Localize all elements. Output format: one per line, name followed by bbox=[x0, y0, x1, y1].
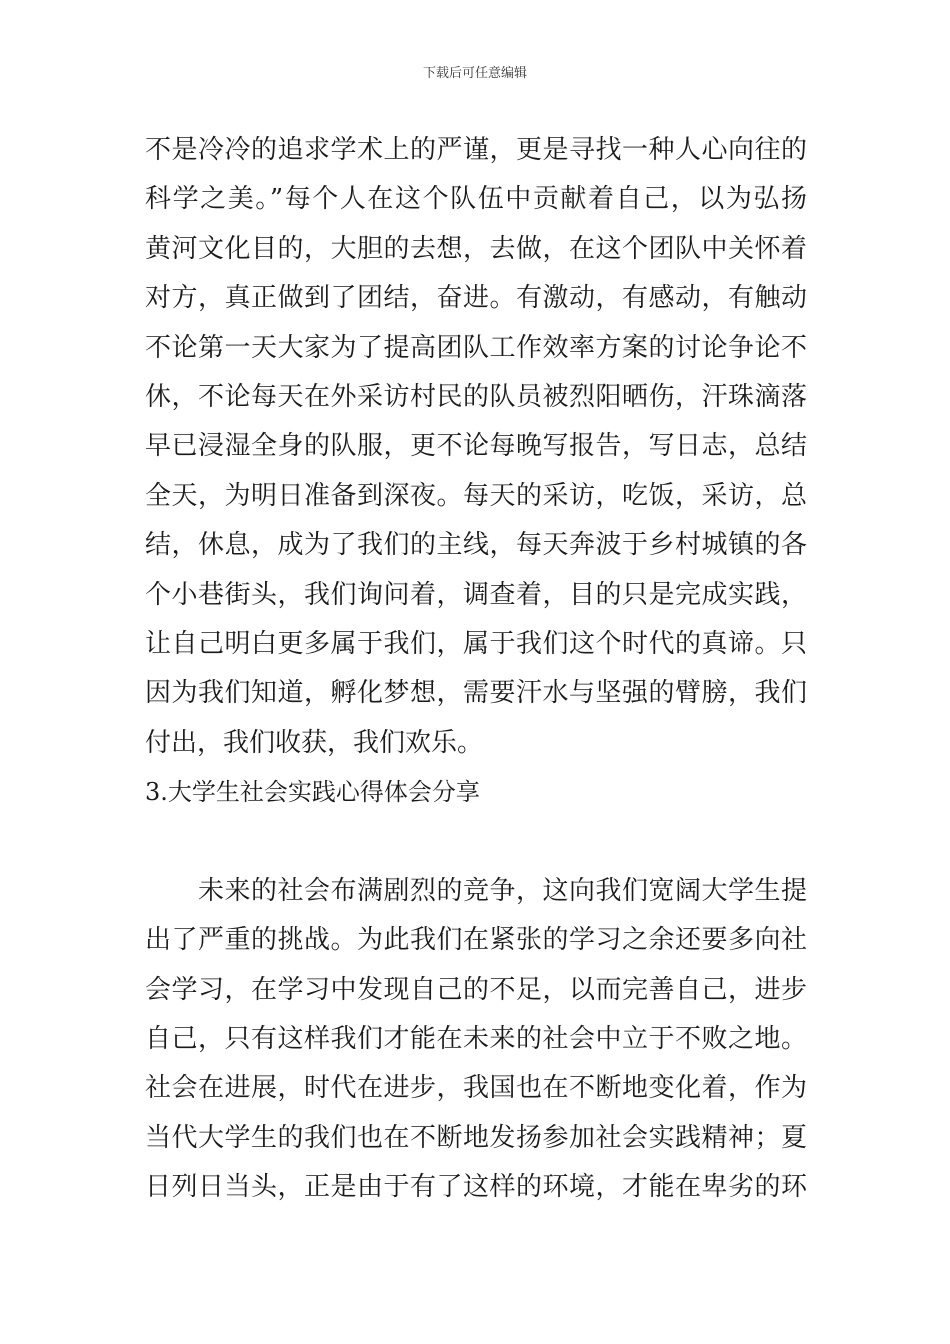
text-line: 休，不论每天在外采访村民的队员被烈阳晒伤，汗珠滴落 bbox=[145, 381, 807, 412]
text-line: 对方，真正做到了团结，奋进。有激动，有感动，有触动 bbox=[145, 283, 807, 314]
text-line: 当代大学生的我们也在不断地发扬参加社会实践精神；夏 bbox=[145, 1122, 807, 1153]
text-line: 不论第一天大家为了提高团队工作效率方案的讨论争论不 bbox=[145, 332, 807, 363]
text-line: 早已浸湿全身的队服，更不论每晚写报告，写日志，总结 bbox=[145, 431, 807, 462]
text-line: 科学之美。”每个人在这个队伍中贡献着自己，以为弘扬 bbox=[145, 184, 807, 215]
text-line: 自己，只有这样我们才能在未来的社会中立于不败之地。 bbox=[145, 1024, 807, 1055]
text-line: 出了严重的挑战。为此我们在紧张的学习之余还要多向社 bbox=[145, 925, 807, 956]
text-line: 付出，我们收获，我们欢乐。 bbox=[145, 727, 484, 758]
text-line: 会学习，在学习中发现自己的不足，以而完善自己，进步 bbox=[145, 974, 807, 1005]
text-line: 个小巷街头，我们询问着，调查着，目的只是完成实践， bbox=[145, 579, 807, 610]
blank-line bbox=[145, 817, 807, 866]
text-line: 让自己明白更多属于我们，属于我们这个时代的真谛。只 bbox=[145, 628, 807, 659]
text-line: 因为我们知道，孵化梦想，需要汗水与坚强的臂膀，我们 bbox=[145, 678, 807, 709]
paragraph-section-3 bbox=[145, 867, 807, 1213]
text-line: 全天，为明日准备到深夜。每天的采访，吃饭，采访，总 bbox=[145, 480, 807, 511]
text-line: 日列日当头，正是由于有了这样的环境，才能在卑劣的环 bbox=[145, 1172, 807, 1203]
text-line: 结，休息，成为了我们的主线，每天奔波于乡村城镇的各 bbox=[145, 530, 807, 561]
text-line: 未来的社会布满剧烈的竞争，这向我们宽阔大学生提 bbox=[145, 875, 807, 906]
section-heading: 3.大学生社会实践心得体会分享 bbox=[145, 778, 480, 807]
text-line: 黄河文化目的，大胆的去想，去做，在这个团队中关怀着 bbox=[145, 233, 807, 264]
text-line: 社会在进展，时代在进步，我国也在不断地变化着，作为 bbox=[145, 1073, 807, 1104]
page-header: 下载后可任意编辑 bbox=[422, 66, 527, 81]
document-body bbox=[145, 126, 807, 1213]
paragraph-continued bbox=[145, 126, 807, 768]
text-line: 不是冷冷的追求学术上的严谨，更是寻找一种人心向往的 bbox=[145, 135, 807, 165]
